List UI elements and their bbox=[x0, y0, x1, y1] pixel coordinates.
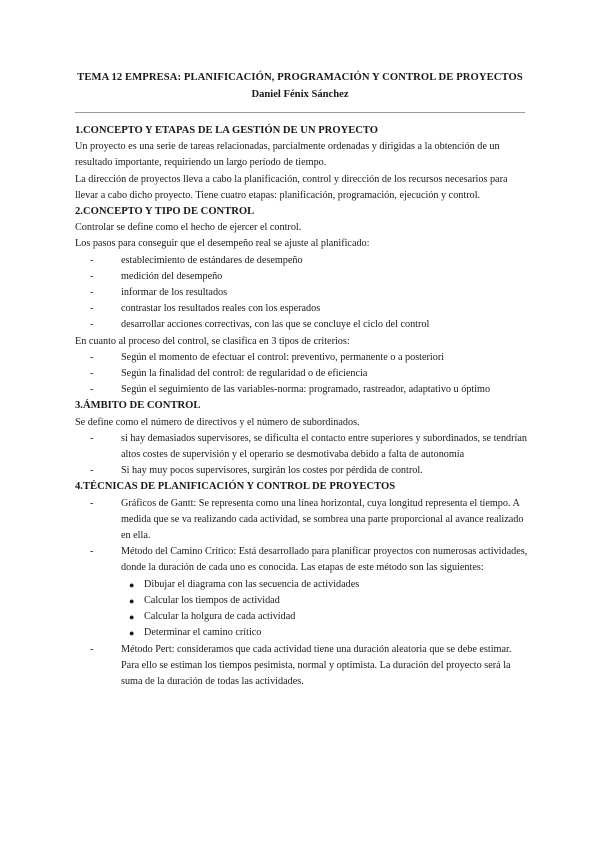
list-item bbox=[75, 642, 530, 691]
list-item bbox=[75, 577, 530, 593]
list-item bbox=[75, 253, 530, 269]
dash-marker: - bbox=[90, 384, 94, 396]
document-header bbox=[0, 70, 600, 102]
list-item-text: si hay demasiados supervisores, se dificulta el contacto entre superiores y subordinados, se tendrían altos costes de supervisión y el operario se desmotivaba debido a falta de autonomía bbox=[121, 432, 527, 461]
list-item-text: Según el seguimiento de las variables-norma: programado, rastreador, adaptativo u óptimo bbox=[121, 384, 491, 396]
gantt-text: Gráficos de Gantt: Se representa como una línea horizontal, cuya longitud representa el tiempo. A medida que se va realizando cada actividad, se sombrea una parte proporcional al avance realizado en ella. bbox=[121, 497, 524, 542]
section-2-paragraph-2: Los pasos para conseguir que el desempeño real se ajuste al planificado: bbox=[75, 238, 370, 250]
list-item-text: Dibujar el diagrama con las secuencia de actividades bbox=[144, 578, 360, 590]
list-item-text: Según la finalidad del control: de regularidad o de eficiencia bbox=[121, 368, 368, 380]
list-item-text: Calcular los tiempos de actividad bbox=[144, 594, 280, 606]
list-item-text: Calcular la holgura de cada actividad bbox=[144, 611, 296, 623]
techniques-list-continued bbox=[75, 642, 530, 691]
dash-marker: - bbox=[90, 546, 94, 558]
bullet-icon: ● bbox=[129, 612, 135, 623]
control-criteria-list bbox=[75, 350, 530, 399]
list-item-text: informar de los resultados bbox=[121, 287, 228, 299]
dash-marker: - bbox=[90, 432, 94, 444]
dash-marker: - bbox=[90, 368, 94, 380]
section-3-paragraph-1: Se define como el número de directivos y el número de subordinados. bbox=[75, 416, 360, 428]
bullet-icon: ● bbox=[129, 595, 135, 606]
section-4-heading: 4.TÉCNICAS DE PLANIFICACIÓN Y CONTROL DE PROYECTOS bbox=[75, 481, 396, 493]
section-1-heading: 1.CONCEPTO Y ETAPAS DE LA GESTIÓN DE UN PROYECTO bbox=[75, 125, 379, 136]
control-steps-list bbox=[75, 253, 530, 334]
section-1-paragraph-2: La dirección de proyectos lleva a cabo la planificación, control y dirección de los recursos necesarios para llevar a cabo dicho proyecto. Tiene cuatro etapas: planificación, programación, ejecución y control. bbox=[75, 173, 508, 201]
bullet-icon: ● bbox=[129, 628, 135, 639]
section-2-heading: 2.CONCEPTO Y TIPO DE CONTROL bbox=[75, 206, 255, 218]
list-item bbox=[75, 382, 530, 398]
section-2-paragraph-3: En cuanto al proceso del control, se clasifica en 3 tipos de criterios: bbox=[75, 335, 350, 347]
dash-marker: - bbox=[90, 351, 94, 363]
list-item bbox=[75, 544, 530, 576]
cpm-steps-list bbox=[75, 577, 530, 642]
list-item bbox=[75, 593, 530, 609]
dash-marker: - bbox=[90, 287, 94, 299]
list-item-text: Si hay muy pocos supervisores, surgirán los costes por pérdida de control. bbox=[121, 465, 423, 477]
control-scope-list bbox=[75, 431, 530, 480]
list-item bbox=[75, 350, 530, 366]
pert-text: Método Pert: consideramos que cada actividad tiene una duración aleatoria que se debe estimar. Para ello se estiman los tiempos pesimista, normal y optimista. La duración del proyecto será la suma de la duración de todas las actividades. bbox=[121, 643, 512, 687]
dash-marker: - bbox=[90, 270, 94, 282]
bullet-icon: ● bbox=[129, 579, 135, 590]
techniques-list bbox=[75, 496, 530, 577]
list-item bbox=[75, 317, 530, 333]
section-3-heading: 3.ÁMBITO DE CONTROL bbox=[75, 400, 201, 412]
list-item bbox=[75, 496, 530, 545]
list-item-text: establecimiento de estándares de desempeño bbox=[121, 254, 303, 266]
list-item-text: medición del desempeño bbox=[121, 270, 223, 282]
dash-marker: - bbox=[90, 319, 94, 331]
dash-marker: - bbox=[90, 254, 94, 266]
list-item-text: contrastar los resultados reales con los esperados bbox=[121, 303, 321, 315]
list-item bbox=[75, 301, 530, 317]
list-item bbox=[75, 463, 530, 479]
list-item-text: Determinar el camino crítico bbox=[144, 627, 262, 639]
header-divider bbox=[75, 112, 525, 113]
list-item bbox=[75, 366, 530, 382]
list-item bbox=[75, 285, 530, 301]
dash-marker: - bbox=[90, 497, 94, 509]
cpm-text: Método del Camino Crítico: Está desarrollado para planificar proyectos con numerosas actividades, donde la duración de cada uno es conocida. Las etapas de este método son las siguientes: bbox=[121, 546, 528, 574]
list-item bbox=[75, 609, 530, 625]
list-item bbox=[75, 625, 530, 641]
list-item-text: Según el momento de efectuar el control: preventivo, permanente o a posteriori bbox=[121, 351, 445, 363]
document-author: Daniel Fénix Sánchez bbox=[251, 89, 349, 100]
list-item bbox=[75, 269, 530, 285]
document-body bbox=[75, 123, 530, 690]
list-item bbox=[75, 431, 530, 463]
list-item-text: desarrollar acciones correctivas, con las que se concluye el ciclo del control bbox=[121, 319, 430, 331]
document-title: TEMA 12 EMPRESA: PLANIFICACIÓN, PROGRAMACIÓN Y CONTROL DE PROYECTOS bbox=[77, 72, 523, 83]
dash-marker: - bbox=[90, 303, 94, 315]
dash-marker: - bbox=[90, 643, 94, 655]
section-2-paragraph-1: Controlar se define como el hecho de ejercer el control. bbox=[75, 222, 302, 234]
section-1-paragraph-1: Un proyecto es una serie de tareas relacionadas, parcialmente ordenadas y dirigidas a la obtención de un resultado importante, requiriendo un largo período de tiempo. bbox=[75, 141, 500, 169]
dash-marker: - bbox=[90, 465, 94, 477]
